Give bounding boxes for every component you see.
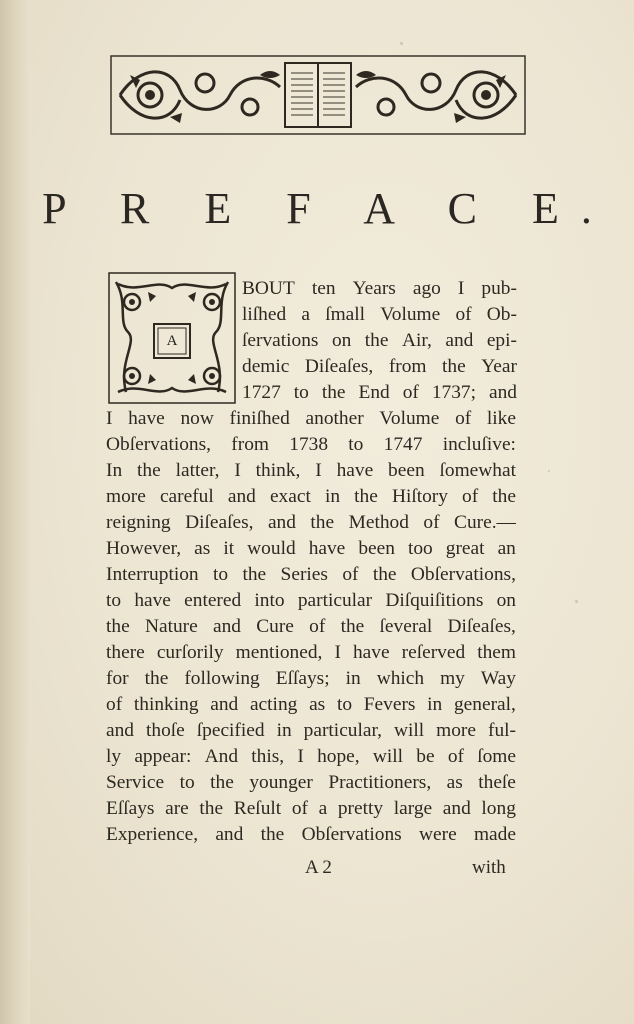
text-line: ſervations on the Air, and epi- — [242, 330, 517, 351]
text-line: I have now finiſhed another Volume of like — [106, 408, 516, 429]
text-line: of thinking and acting as to Fevers in general, — [106, 694, 516, 715]
text-line: there curſorily mentioned, I have reſerved them — [106, 642, 516, 663]
text-line: and thoſe ſpecified in particular, will more ful- — [106, 720, 516, 741]
page-gutter — [0, 0, 30, 1024]
text-line: Obſervations, from 1738 to 1747 incluſive: — [106, 434, 516, 455]
text-line: Eſſays are the Reſult of a pretty large and long — [106, 798, 516, 819]
foxing-spot — [400, 42, 403, 45]
text-line: Experience, and the Obſervations were made — [106, 824, 516, 845]
text-line: for the following Eſſays; in which my Way — [106, 668, 516, 689]
text-line: demic Diſeaſes, from the Year — [242, 356, 517, 377]
text-line: 1727 to the End of 1737; and — [242, 382, 517, 403]
catchword: with — [472, 857, 506, 878]
text-line: reigning Diſeaſes, and the Method of Cure.— — [106, 512, 516, 533]
signature-mark: A 2 — [305, 857, 332, 878]
text-line: BOUT ten Years ago I pub- — [242, 278, 517, 299]
foxing-spot — [575, 600, 578, 603]
ornamental-headpiece — [110, 55, 526, 135]
text-line: However, as it would have been too great an — [106, 538, 516, 559]
foxing-spot — [548, 470, 550, 472]
text-line: Service to the younger Practitioners, as theſe — [106, 772, 516, 793]
text-line: Interruption to the Series of the Obſervations, — [106, 564, 516, 585]
text-line: the Nature and Cure of the ſeveral Diſeaſes, — [106, 616, 516, 637]
text-line: to have entered into particular Diſquiſitions on — [106, 590, 516, 611]
decorated-initial — [108, 272, 236, 404]
text-line: liſhed a ſmall Volume of Ob- — [242, 304, 517, 325]
text-line: ly appear: And this, I hope, will be of ſome — [106, 746, 516, 767]
text-line: more careful and exact in the Hiſtory of the — [106, 486, 516, 507]
text-line: In the latter, I think, I have been ſomewhat — [106, 460, 516, 481]
page-title: P R E F A C E. — [42, 184, 614, 233]
initial-letter: A — [166, 333, 178, 349]
